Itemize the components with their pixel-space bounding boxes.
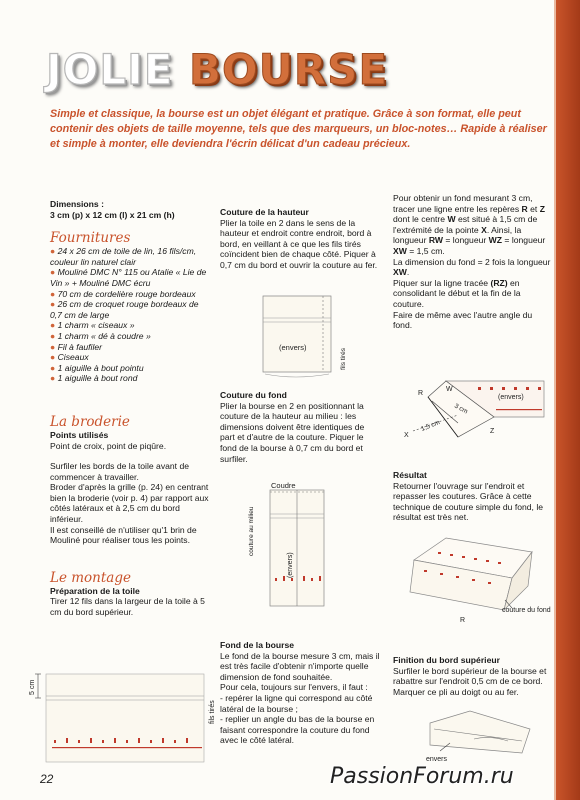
text-dont: dont le centre [393,214,446,225]
hauteur-text: Plier la toile en 2 dans le sens de la hauteur et endroit contre endroit, bord à bord, en veillant à ce que les fils tirés coïncident bien de chaque côté. Piquer à 0,7 cm du bord et ouvrir la couture au fer. [220,217,378,270]
fig3-R: R [418,390,424,397]
word-et: et [530,203,538,214]
resultat-block [393,470,551,523]
fourniture-text: 1 charm « dé à coudre » [57,330,151,341]
fourniture-item [50,246,212,267]
bullet-icon: ● [50,320,58,331]
text-faire: Faire de même avec l'autre angle du fond. [393,309,533,331]
fig-fils-label: fils tirés [209,700,216,724]
right-dim: La dimension du fond = 2 fois la longueur XW. [393,256,551,278]
fig3-Z: Z [490,428,495,435]
fig3-15cm: 1,5 cm [420,419,441,433]
right-intro-text: Pour obtenir un fond mesurant 3 cm, tracer une ligne entre les repères [393,193,533,214]
fourniture-item [50,289,212,300]
resultat-figure [400,530,551,630]
label-WZ: WZ [488,235,503,246]
bullet-icon: ● [50,352,58,363]
fig5-envers: envers [426,756,448,763]
label-XW: XW [393,245,407,256]
bullet-icon: ● [50,299,58,310]
preparation-label: Préparation de la toile [50,585,140,596]
finition-figure [410,705,535,765]
bullet-icon: ● [50,330,58,341]
fourniture-text: 1 aiguille à bout pointu [57,362,144,373]
hauteur-figure [235,290,355,380]
bullet-icon: ● [50,246,58,257]
fourniture-item [50,352,212,363]
fondb-text4: - replier un angle du bas de la bourse en faisant correspondre la couture du fond avec le côté latéral. [220,714,375,746]
resultat-heading: Résultat [393,470,427,480]
broderie-p3: Il est conseillé de n'utiliser qu'1 brin de Mouliné pour réaliser tous les points. [50,524,197,546]
fourniture-item [50,373,212,384]
side-band [556,0,580,800]
dimensions-label: Dimensions : [50,199,104,209]
label-Z: Z [539,203,545,214]
resultat-text: Retourner l'ouvrage sur l'endroit et repasser les coutures. Grâce à cette technique de couture simple du fond, le résultat est très net. [393,480,544,523]
preparation-text: Tirer 12 fils dans la largeur de la toile à 5 cm du bord supérieur. [50,596,205,618]
fond-block [220,390,380,464]
text-eqlong: = longueur [445,235,487,246]
right-intro: Pour obtenir un fond mesurant 3 cm, tracer une ligne entre les repères R et Z dont le centre W est situé à 1,5 cm de l'extrémité de la pointe X. Ainsi, la longueur RW = longueur WZ = longueur XW = 1,5 cm. [393,193,546,256]
bullet-icon: ● [50,267,58,278]
fourniture-item [50,331,212,342]
text-ainsi: Ainsi, la longueur [393,224,522,246]
fourniture-item [50,267,212,288]
fourniture-text: 1 charm « ciseaux » [57,320,135,331]
bullet-icon: ● [50,373,58,384]
fond-figure [235,478,355,613]
broderie-p2: Broder d'après la grille (p. 24) en centrant bien la broderie (voir p. 4) par rapport aux côtés latéraux et à 2,5 cm du bord inférieur. [50,482,209,525]
broderie-p1: Surfiler les bords de la toile avant de commencer à travailler. [50,461,190,482]
fig3-envers: (envers) [498,394,524,401]
page-title [46,40,388,100]
fondb-text3: - repérer la ligne qui correspond au côté latéral de la bourse ; [220,692,373,714]
fig2-couture: couture au milieu [248,506,255,556]
fondb-text1: Le fond de la bourse mesure 3 cm, mais il est très facile d'obtenir n'importe quelle dimension de fond souhaitée. [220,650,380,682]
label-X: X [481,224,487,235]
fig3-X: X [404,432,409,439]
fourniture-text: Mouliné DMC N° 115 ou Atalie « Lie de Vin » + Mouliné DMC écru [50,267,207,288]
fig3-W: W [446,386,453,393]
fourniture-text: 24 x 26 cm de toile de lin, 16 fils/cm, couleur lin naturel clair [50,246,197,267]
text-situe: est situé à 1,5 cm de l'extrémité de la pointe [393,214,538,235]
label-W: W [447,214,456,225]
right-piquer [393,278,551,310]
fig1-envers: (envers) [279,343,307,352]
page-number: 22 [40,772,54,786]
fig2-coudre: Coudre [271,481,296,490]
text-eqlong2: = longueur [504,235,546,246]
fourniture-item [50,299,212,320]
angle-figure [398,375,546,455]
fourniture-text: Ciseaux [57,352,89,363]
title-part1: JOLIE [46,45,174,94]
column-right [393,193,551,331]
bullet-icon: ● [50,362,58,373]
fourniture-item [50,363,212,374]
title-part2: BOURSE [189,45,389,94]
fourniture-item [50,320,212,331]
fabric-figure [28,668,223,768]
fourniture-item [50,342,212,353]
watermark: PassionForum.ru [330,764,514,789]
intro-text: Simple et classique, la bourse est un objet élégant et pratique. Grâce à son format, elle peut contenir des objets de taille moyenne, tels que des marqueurs, un bloc-notes… Rapide à réaliser et simple à monter, elle deviendra l'écrin délicat d'un cadeau précieux. [50,108,547,150]
bullet-icon: ● [50,341,58,352]
fourniture-text: Fil à faufiler [57,341,103,352]
fig-5cm-label: 5 cm [29,679,36,695]
fig4-R: R [460,617,466,624]
bullet-icon: ● [50,288,58,299]
text-consol: en consolidant le début et la fin de la couture. [393,277,521,309]
fourniture-text: 26 cm de croquet rouge bordeaux de 0,7 cm de large [50,299,199,320]
fournitures-list [50,246,212,384]
points-label: Points utilisés [50,429,109,440]
fig1-fils: fils tirés [340,347,347,370]
hauteur-heading: Couture de la hauteur [220,207,309,217]
finition-heading: Finition du bord supérieur [393,655,500,665]
fournitures-heading: Fournitures [50,230,131,247]
fig2-envers: (envers) [287,552,294,578]
label-RW: RW [428,235,444,246]
text-piquer: Piquer sur la ligne tracée [393,277,489,288]
montage-heading: Le montage [50,569,131,586]
dimensions-value: 3 cm (p) x 12 cm (l) x 21 cm (h) [50,209,175,220]
column-middle [220,207,380,271]
text-15: = 1,5 cm. [409,245,445,256]
points-value: Point de croix, point de piqûre. [50,440,167,451]
finition-text: Surfiler le bord supérieur de la bourse et rabattre sur l'endroit 0,5 cm de ce bord. Marquer ce pli au doigt ou au fer. [393,665,547,697]
fig3-3cm: 3 cm [453,402,469,416]
fond-text: Plier la bourse en 2 en positionnant la couture de la hauteur au milieu : les dimensions doivent être identiques de part et d'autre de la couture. Piquer le fond de la bourse à 0,7 cm du bord et surfiler. [220,400,365,464]
finition-block [393,655,551,697]
fig4-couture: couture du fond [502,607,551,614]
label-RZ: (RZ) [490,277,508,288]
fourniture-text: 70 cm de cordelière rouge bordeaux [57,288,196,299]
fond-heading: Couture du fond [220,390,287,400]
fondb-heading: Fond de la bourse [220,640,295,650]
side-band-edge [554,0,556,800]
column-left [50,199,212,618]
broderie-heading: La broderie [50,413,130,430]
fourniture-text: 1 aiguille à bout rond [57,373,138,384]
fondb-block [220,640,385,746]
text-dim: La dimension du fond = 2 fois la longueur [393,256,551,267]
label-R: R [521,203,528,214]
fondb-text2: Pour cela, toujours sur l'envers, il faut : [220,682,368,693]
label-XW2: XW [393,267,407,278]
